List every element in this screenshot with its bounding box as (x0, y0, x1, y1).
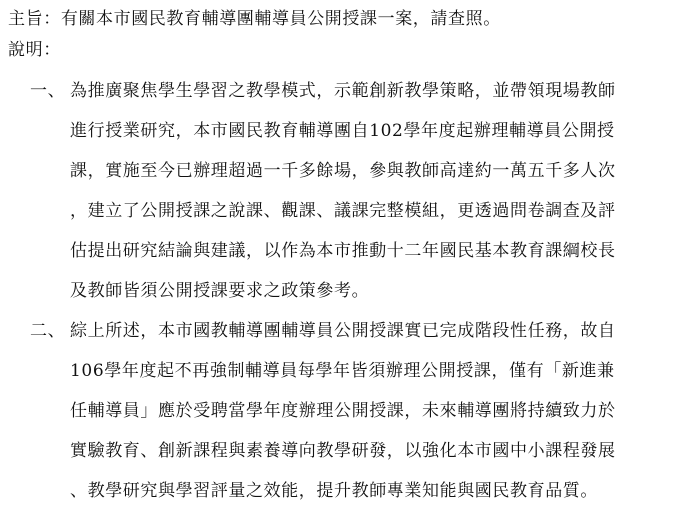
item-2-line-3: 任輔導員」應於受聘當學年度辦理公開授課，未來輔導團將持續致力於 (70, 401, 616, 421)
explanation-label: 說明： (8, 40, 61, 60)
subject-text: 有關本市國民教育輔導團輔導員公開授課一案，請查照。 (60, 9, 501, 29)
item-number: 二、 (30, 321, 66, 341)
item-1-line-2: 進行授業研究，本市國民教育輔導團自102學年度起辦理輔導員公開授 (70, 121, 615, 141)
item-number: 一、 (30, 81, 66, 101)
subject-line (8, 8, 501, 30)
item-1-line-4: ，建立了公開授課之說課、觀課、議課完整模組，更透過問卷調查及評 (70, 201, 616, 221)
item-2-line-1: 綜上所述，本市國教輔導團輔導員公開授課實已完成階段性任務，故自 (70, 321, 616, 341)
item-2-line-4: 實驗教育、創新課程與素養導向教學研發，以強化本市國中小課程發展 (70, 441, 616, 461)
item-1-line-1: 為推廣聚焦學生學習之教學模式，示範創新教學策略，並帶領現場教師 (70, 81, 616, 101)
item-1-line-3: 課，實施至今已辦理超過一千多餘場，參與教師高達約一萬五千多人次 (70, 161, 616, 181)
item-2-line-2: 106學年度起不再強制輔導員每學年皆須辦理公開授課，僅有「新進兼 (70, 361, 615, 381)
item-2-line-5: 、教學研究與學習評量之效能，提升教師專業知能與國民教育品質。 (70, 481, 598, 501)
subject-label: 主旨： (8, 9, 61, 29)
item-1-line-6: 及教師皆須公開授課要求之政策參考。 (70, 281, 370, 301)
item-1-line-5: 估提出研究結論與建議，以作為本市推動十二年國民基本教育課綱校長 (70, 241, 616, 261)
